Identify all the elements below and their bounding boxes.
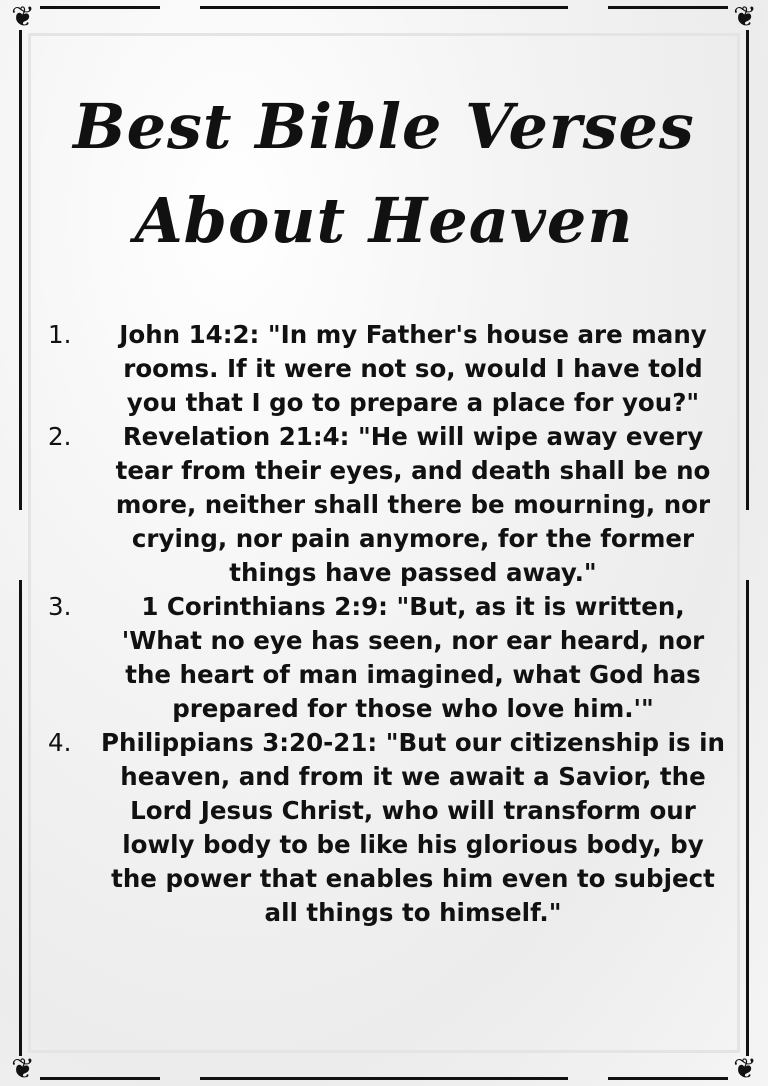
verse-number: 1. bbox=[48, 320, 72, 349]
border-line-bottom bbox=[200, 1077, 568, 1080]
heart-corner-icon: ❦ bbox=[11, 1052, 35, 1085]
heart-corner-icon: ❦ bbox=[733, 0, 757, 33]
verse-item bbox=[48, 420, 728, 590]
border-line-right bbox=[746, 580, 749, 1056]
verse-text: 1 Corinthians 2:9: "But, as it is written, 'What no eye has seen, nor ear heard, nor the heart of man imagined, what God has prepared for those who love him.'" bbox=[121, 592, 705, 723]
verse-number: 2. bbox=[48, 422, 72, 451]
verse-text: John 14:2: "In my Father's house are many rooms. If it were not so, would I have told you that I go to prepare a place for you?" bbox=[119, 320, 707, 417]
verse-number: 3. bbox=[48, 592, 72, 621]
border-line-bottom bbox=[40, 1077, 160, 1080]
border-line-bottom bbox=[608, 1077, 728, 1080]
verse-item bbox=[48, 726, 728, 930]
verse-text: Philippians 3:20-21: "But our citizenship is in heaven, and from it we await a Savior, the Lord Jesus Christ, who will transform our lowly body to be like his glorious body, by the power that enables him even to subject all things to himself." bbox=[101, 728, 725, 927]
page-title bbox=[0, 80, 768, 268]
title-line-1: Best Bible Verses bbox=[73, 90, 695, 163]
border-line-top bbox=[608, 6, 728, 9]
verse-item bbox=[48, 590, 728, 726]
verse-item bbox=[48, 318, 728, 420]
border-line-top bbox=[200, 6, 568, 9]
border-line-top bbox=[40, 6, 160, 9]
verse-list bbox=[48, 318, 728, 930]
verse-text: Revelation 21:4: "He will wipe away every tear from their eyes, and death shall be no more, neither shall there be mourning, nor crying, nor pain anymore, for the former things have passed away." bbox=[115, 422, 711, 587]
heart-corner-icon: ❦ bbox=[733, 1052, 757, 1085]
verse-number: 4. bbox=[48, 728, 72, 757]
border-line-left bbox=[19, 580, 22, 1056]
title-line-2: About Heaven bbox=[134, 184, 634, 257]
heart-corner-icon: ❦ bbox=[11, 0, 35, 33]
